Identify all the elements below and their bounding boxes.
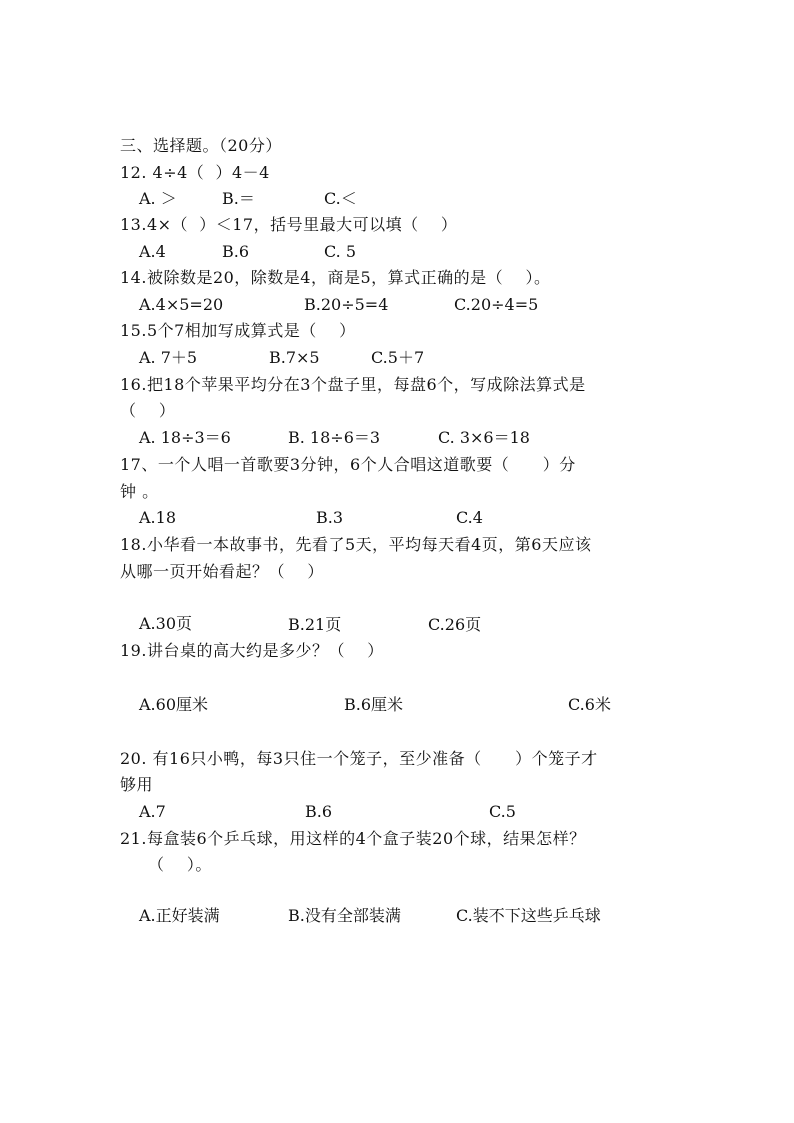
question-18-stem: 18.小华看一本故事书，先看了5天，平均每天看4页，第6天应该	[120, 535, 592, 554]
question-20-stem-continued: 够用	[120, 775, 154, 794]
question-17-stem: 17、一个人唱一首歌要3分钟，6个人合唱这道歌要（ ）分	[120, 455, 576, 474]
question-21-option-a: A.正好装满	[139, 906, 220, 925]
question-18-stem-continued: 从哪一页开始看起？（ ）	[120, 562, 324, 581]
question-21-option-c: C.装不下这些乒乓球	[456, 906, 601, 925]
question-13-option-b: B.6	[222, 242, 250, 261]
question-15-stem: 15.5个7相加写成算式是（ ）	[120, 321, 356, 340]
question-16-stem-continued: （ ）	[120, 401, 176, 420]
question-17-stem-continued: 钟 。	[120, 482, 159, 501]
question-14-option-c: C.20÷4=5	[454, 295, 539, 314]
question-16-option-a: A. 18÷3＝6	[139, 428, 231, 447]
question-18-option-c: C.26页	[428, 615, 482, 634]
question-21-stem-continued: （ ）。	[148, 855, 212, 874]
question-14-option-b: B.20÷5=4	[304, 295, 389, 314]
question-20-option-c: C.5	[489, 802, 516, 821]
question-20-option-a: A.7	[139, 802, 166, 821]
question-16-option-b: B. 18÷6＝3	[288, 428, 381, 447]
question-19-option-b: B.6厘米	[344, 695, 404, 714]
question-17-option-a: A.18	[139, 508, 176, 527]
question-15-option-c: C.5＋7	[371, 348, 425, 367]
question-12-option-c: C.＜	[324, 189, 357, 208]
question-17-option-c: C.4	[456, 508, 483, 527]
question-17-option-b: B.3	[316, 508, 344, 527]
section-title: 三、选择题。（20分）	[120, 136, 282, 155]
question-12-option-a: A. ＞	[139, 189, 177, 208]
question-21-option-b: B.没有全部装满	[288, 906, 401, 925]
question-14-option-a: A.4×5=20	[139, 295, 224, 314]
question-16-option-c: C. 3×6＝18	[438, 428, 530, 447]
question-13-option-c: C. 5	[324, 242, 357, 261]
question-21-stem: 21.每盒装6个乒乓球，用这样的4个盒子装20个球，结果怎样？	[120, 829, 586, 848]
question-12-stem: 12. 4÷4（ ）4－4	[120, 163, 270, 182]
question-13-option-a: A.4	[139, 242, 166, 261]
question-15-option-b: B.7×5	[269, 348, 320, 367]
question-16-stem: 16.把18个苹果平均分在3个盘子里，每盘6个，写成除法算式是	[120, 375, 586, 394]
question-18-option-a: A.30页	[139, 614, 193, 633]
question-20-stem: 20. 有16只小鸭，每3只住一个笼子，至少准备（ ）个笼子才	[120, 749, 598, 768]
question-13-stem: 13.4×（ ）＜17，括号里最大可以填（ ）	[120, 215, 458, 234]
question-15-option-a: A. 7＋5	[139, 348, 198, 367]
question-19-option-a: A.60厘米	[139, 695, 209, 714]
question-20-option-b: B.6	[305, 802, 333, 821]
question-14-stem: 14.被除数是20，除数是4，商是5，算式正确的是（ ）。	[120, 268, 551, 287]
question-12-option-b: B.＝	[222, 189, 255, 208]
question-19-stem: 19.讲台桌的高大约是多少？（ ）	[120, 641, 384, 660]
question-18-option-b: B.21页	[288, 615, 342, 634]
question-19-option-c: C.6米	[568, 695, 611, 714]
